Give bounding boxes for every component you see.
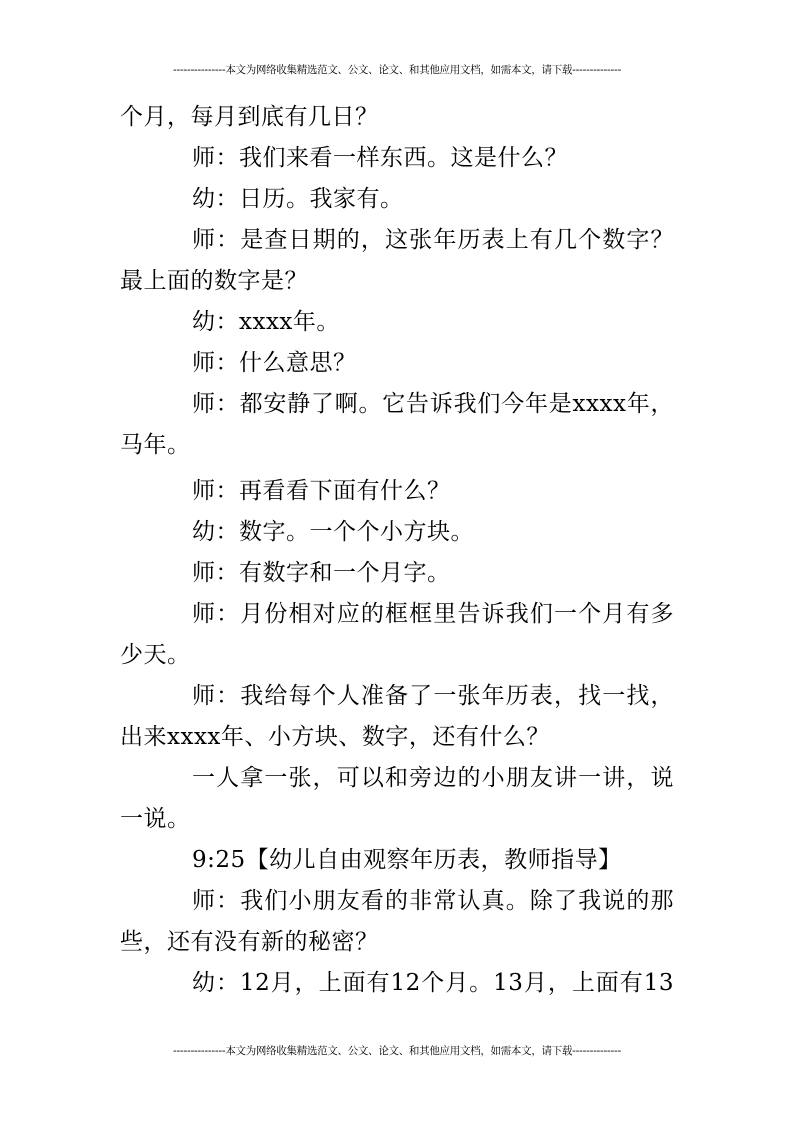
paragraph-line: 师：我们小朋友看的非常认真。除了我说的那	[192, 888, 674, 914]
paragraph-line: 个月，每月到底有几日？	[120, 104, 379, 130]
paragraph-line: 师：是查日期的，这张年历表上有几个数字？	[192, 227, 674, 253]
page-footer-watermark: ---------------本文为网络收集精选范文、公文、论文、和其他应用文档，如需本文，请下载--------------	[173, 1045, 621, 1057]
paragraph-line: 师：都安静了啊。它告诉我们今年是xxxx年，	[192, 391, 674, 417]
paragraph-line: 少天。	[120, 642, 191, 668]
paragraph-line: 幼：日历。我家有。	[192, 186, 404, 212]
paragraph-line: 最上面的数字是？	[120, 268, 308, 294]
paragraph-line: 师：月份相对应的框框里告诉我们一个月有多	[192, 601, 674, 627]
paragraph-line: 师：再看看下面有什么？	[192, 478, 451, 504]
paragraph-line: 师：我给每个人准备了一张年历表，找一找，	[192, 683, 674, 709]
paragraph-line: 出来xxxx年、小方块、数字，还有什么？	[120, 724, 550, 750]
paragraph-line: 师：有数字和一个月字。	[192, 560, 451, 586]
page-header-watermark: ---------------本文为网络收集精选范文、公文、论文、和其他应用文档，如需本文，请下载--------------	[173, 64, 621, 76]
paragraph-line: 师：我们来看一样东西。这是什么？	[192, 145, 568, 171]
paragraph-line: 幼：xxxx年。	[192, 309, 340, 335]
paragraph-line: 些，还有没有新的秘密？	[120, 929, 379, 955]
paragraph-line: 一人拿一张，可以和旁边的小朋友讲一讲，说	[192, 765, 674, 791]
paragraph-line: 9:25【幼儿自由观察年历表，教师指导】	[192, 847, 622, 873]
paragraph-line: 幼：12月，上面有12个月。13月，上面有13	[192, 970, 674, 996]
paragraph-line: 马年。	[120, 432, 191, 458]
paragraph-line: 幼：数字。一个个小方块。	[192, 519, 474, 545]
paragraph-line: 师：什么意思？	[192, 350, 357, 376]
paragraph-line: 一说。	[120, 806, 191, 832]
